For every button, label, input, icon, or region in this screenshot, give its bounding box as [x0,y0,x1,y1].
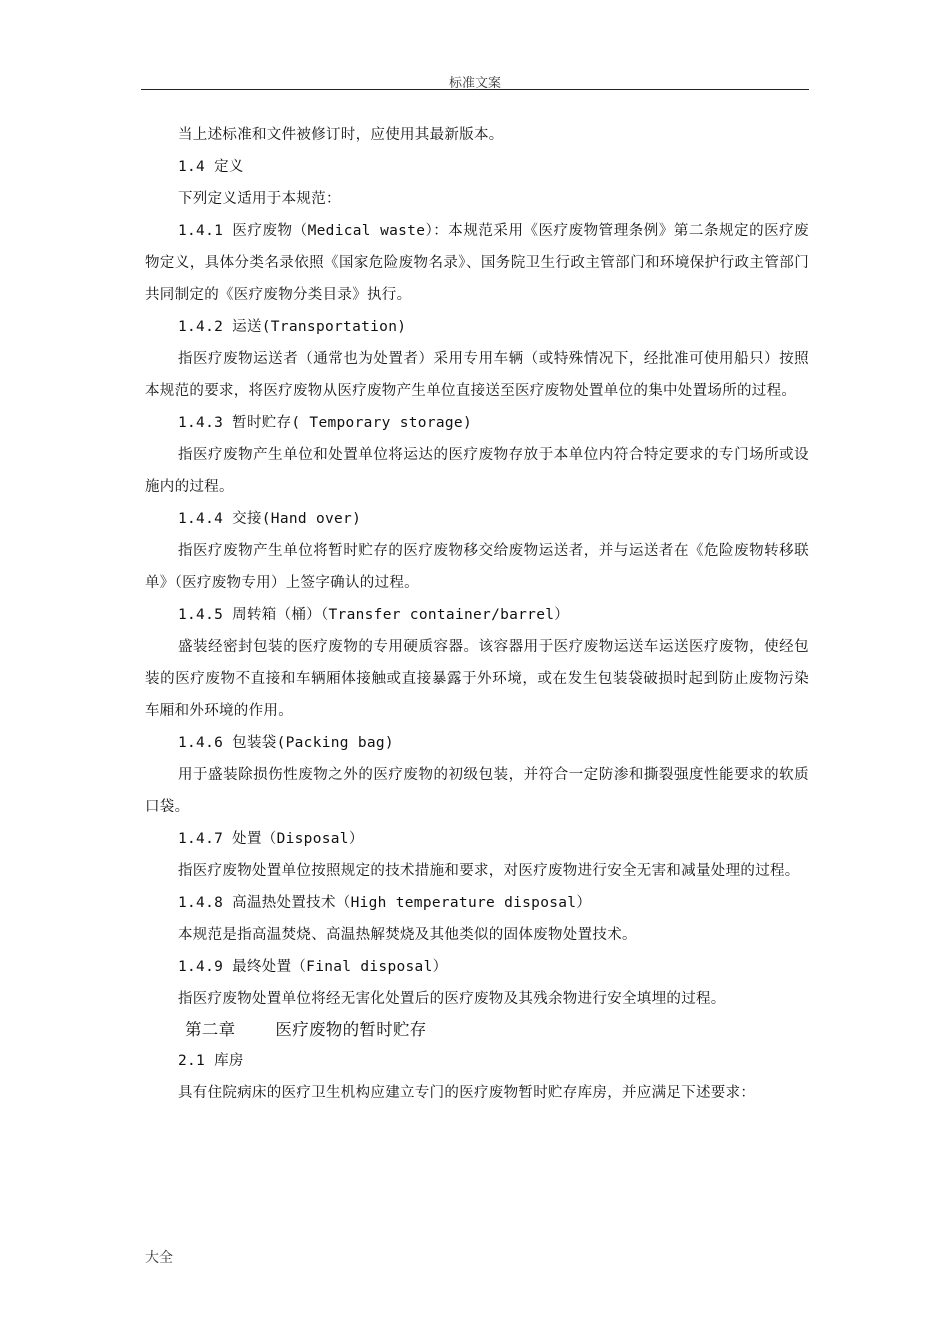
header-divider [141,89,809,90]
paragraph: 指医疗废物运送者（通常也为处置者）采用专用车辆（或特殊情况下，经批准可使用船只）按照本规范的要求，将医疗废物从医疗废物产生单位直接送至医疗废物处置单位的集中处置场所的过程。 [145,351,809,399]
subsection-heading: 1.4.6 包装袋(Packing bag) [178,735,394,751]
page-footer: 大全 [145,1250,173,1266]
section-heading: 2.1 库房 [178,1053,244,1069]
paragraph: 指医疗废物产生单位将暂时贮存的医疗废物移交给废物运送者，并与运送者在《危险废物转移联单》（医疗废物专用）上签字确认的过程。 [145,543,809,591]
subsection-heading: 1.4.8 高温热处置技术（High temperature disposal） [178,895,592,911]
paragraph: 本规范是指高温焚烧、高温热解焚烧及其他类似的固体废物处置技术。 [178,927,637,943]
subsection-heading: 1.4.9 最终处置（Final disposal） [178,959,448,975]
subsection-heading: 1.4.5 周转箱（桶）（Transfer container/barrel） [178,607,570,623]
chapter-heading [145,1015,809,1045]
paragraph: 指医疗废物处置单位按照规定的技术措施和要求，对医疗废物进行安全无害和减量处理的过程。 [178,863,800,879]
subsection-heading: 1.4.4 交接(Hand over) [178,511,362,527]
chapter-number: 第二章 [185,1020,236,1039]
paragraph: 指医疗废物处置单位将经无害化处置后的医疗废物及其残余物进行安全填埋的过程。 [178,991,726,1007]
subsection-heading: 1.4.3 暂时贮存( Temporary storage) [178,415,472,431]
chapter-title: 医疗废物的暂时贮存 [275,1020,427,1039]
paragraph: 指医疗废物产生单位和处置单位将运达的医疗废物存放于本单位内符合特定要求的专门场所或设施内的过程。 [145,447,809,495]
subsection-heading: 1.4.2 运送(Transportation) [178,319,407,335]
subsection-heading: 1.4.7 处置（Disposal） [178,831,364,847]
paragraph: 用于盛装除损伤性废物之外的医疗废物的初级包装，并符合一定防渗和撕裂强度性能要求的软质口袋。 [145,767,809,815]
paragraph: 具有住院病床的医疗卫生机构应建立专门的医疗废物暂时贮存库房，并应满足下述要求： [178,1085,756,1101]
document-body [145,119,809,1109]
paragraph: 盛装经密封包装的医疗废物的专用硬质容器。该容器用于医疗废物运送车运送医疗废物，使经包装的医疗废物不直接和车辆厢体接触或直接暴露于外环境，或在发生包装袋破损时起到防止废物污染车厢和外环境的作用。 [145,639,809,719]
paragraph: 下列定义适用于本规范： [178,191,341,207]
page-header-title: 标准文案 [448,76,501,91]
definition-medical-waste: 1.4.1 医疗废物（Medical waste）：本规范采用《医疗废物管理条例》第二条规定的医疗废物定义，具体分类名录依照《国家危险废物名录》、国务院卫生行政主管部门和环境保护行政主管部门共同制定的《医疗废物分类目录》执行。 [145,223,809,303]
paragraph: 当上述标准和文件被修订时，应使用其最新版本。 [178,127,504,143]
section-heading: 1.4 定义 [178,159,244,175]
